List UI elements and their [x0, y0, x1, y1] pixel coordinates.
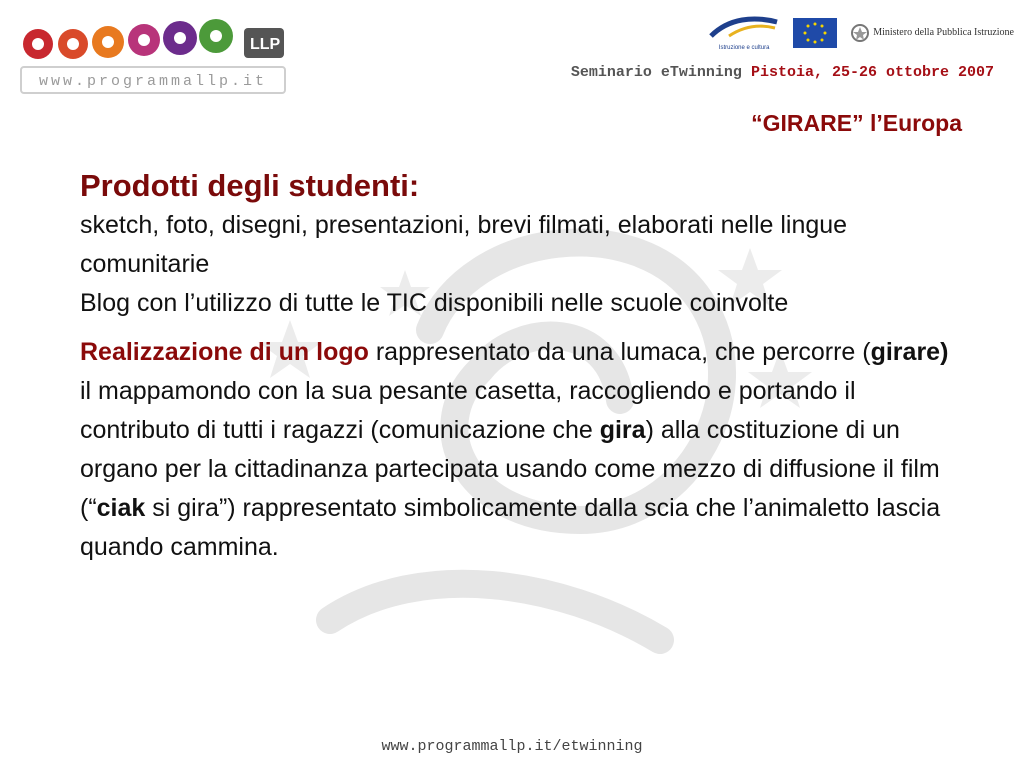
institution-logos [709, 14, 1014, 51]
products-line-2: Blog con l’utilizzo di tutte le TIC disponibili nelle scuole coinvolte [80, 289, 789, 317]
site-url: www.programmallp.it [20, 66, 286, 94]
footer-url: www.programmallp.it/etwinning [381, 738, 643, 755]
ministero-text: Ministero della Pubblica Istruzione [873, 27, 1014, 38]
logo-text-3: ) alla costituzione di un organo per la cittadinanza partecipata usando come mezzo di diffusione il film (“ [80, 416, 940, 522]
logo-lead: Realizzazione di un logo [80, 338, 369, 366]
llp-badge-text: LLP [250, 36, 281, 53]
section-heading: Prodotti degli studenti: [80, 168, 420, 203]
istruzione-cultura-text: Istruzione e cultura [718, 45, 770, 51]
seminar-info [571, 64, 994, 81]
slide-title: “GIRARE” l’Europa [751, 110, 962, 136]
seminar-place-date: Pistoia, 25-26 ottobre 2007 [750, 64, 994, 81]
emblem-icon [851, 23, 869, 43]
eu-flag-icon [793, 18, 837, 48]
logo-bold-girare: girare) [870, 338, 949, 366]
logo-bold-gira: gira [599, 416, 646, 444]
logo-text-1: rappresentato da una lumaca, che percorre ( [368, 338, 871, 366]
llp-logo [18, 8, 288, 64]
logo-text-4: si gira”) rappresentato simbolicamente dalla scia che l’animaletto lascia quando cammina. [80, 494, 941, 561]
llp-snail-icons [18, 8, 288, 64]
logo-text-2: il mappamondo con la sua pesante casetta, raccogliendo e portando il contributo di tutti i ragazzi (comunicazione che [80, 377, 856, 444]
istruzione-cultura-logo [709, 14, 779, 51]
swoosh-icon [709, 14, 779, 40]
logo-bold-ciak: ciak [96, 494, 146, 522]
logo-paragraph [80, 333, 960, 567]
slide-body [80, 166, 960, 567]
seminar-label: Seminario eTwinning [570, 64, 742, 81]
ministero-logo [851, 23, 1014, 43]
products-line-1: sketch, foto, disegni, presentazioni, brevi filmati, elaborati nelle lingue comunitarie [80, 211, 848, 278]
